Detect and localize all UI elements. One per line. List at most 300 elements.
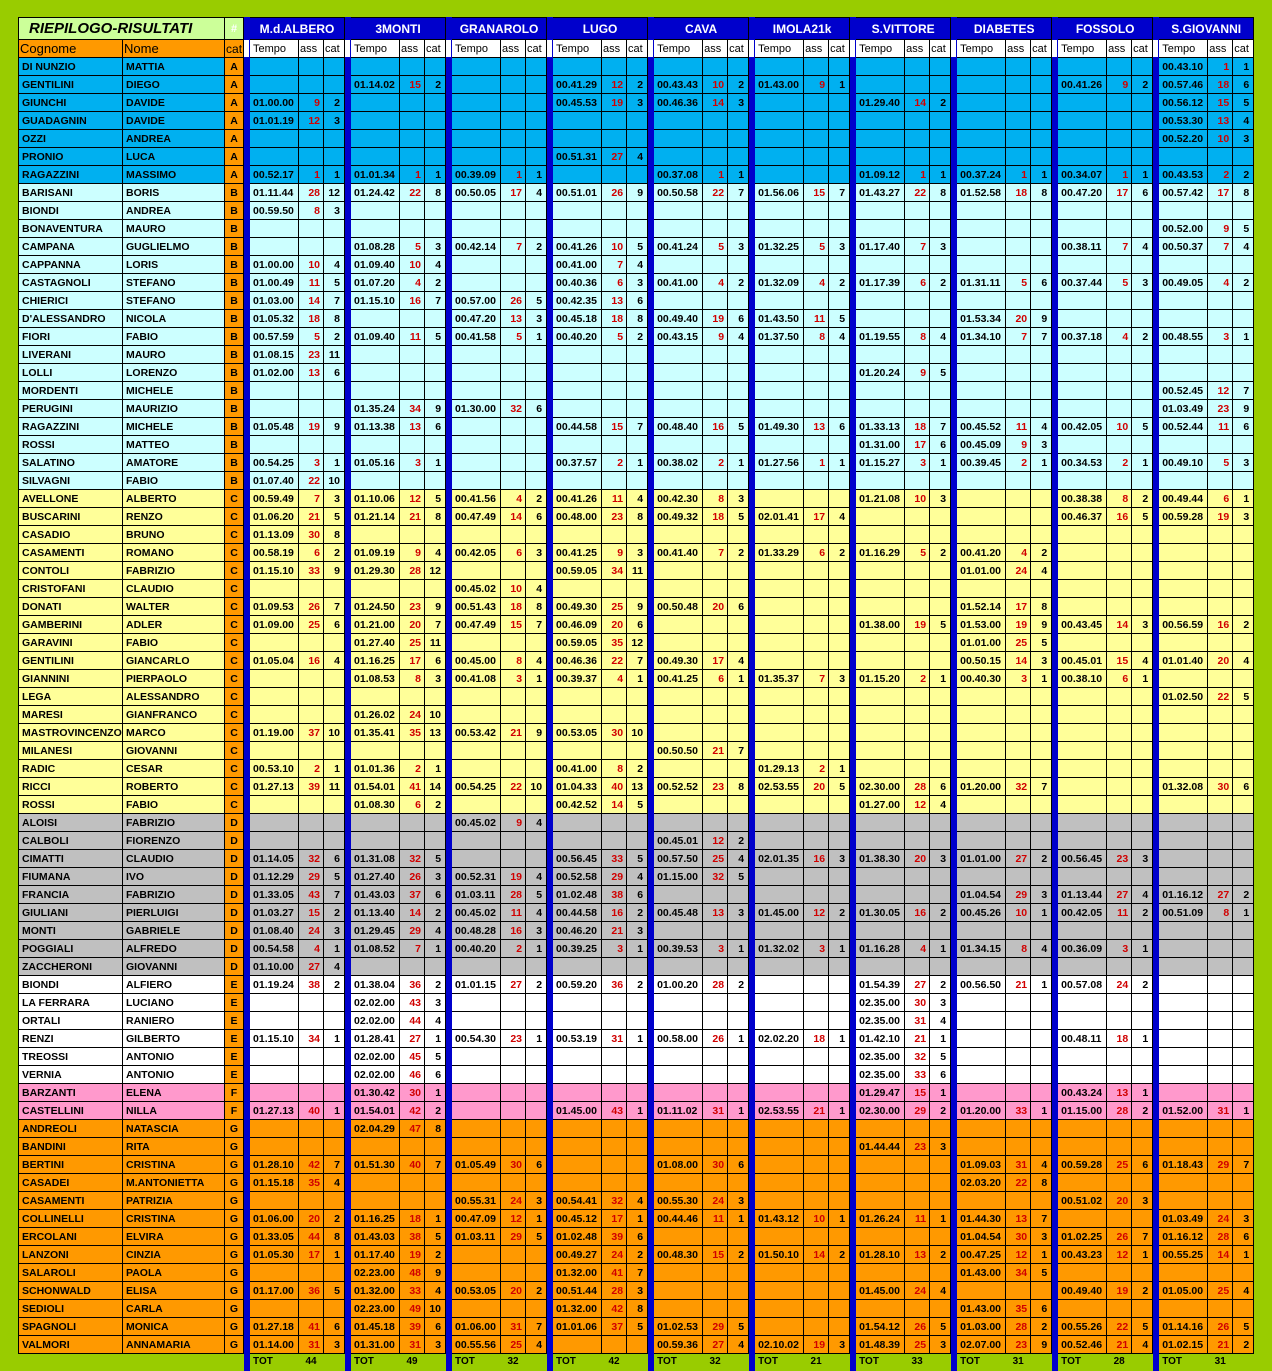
time-cell: 00.55.26 (1058, 1318, 1107, 1336)
time-cell: 01.08.28 (351, 238, 400, 256)
overall-rank-cell (400, 436, 425, 454)
overall-rank-cell: 21 (1208, 1336, 1233, 1354)
overall-rank-cell: 14 (1107, 616, 1132, 634)
overall-rank-cell (501, 382, 526, 400)
time-cell (654, 1084, 703, 1102)
category-rank-cell (526, 382, 547, 400)
category-rank-cell: 5 (930, 1048, 951, 1066)
category-rank-cell: 7 (324, 598, 345, 616)
nome-cell: ALBERTO (123, 490, 225, 508)
time-cell: 01.31.00 (351, 1336, 400, 1354)
overall-rank-cell: 8 (905, 328, 930, 346)
time-cell (755, 472, 804, 490)
time-cell (856, 148, 905, 166)
time-cell (1159, 922, 1208, 940)
time-cell: 01.20.00 (957, 778, 1006, 796)
overall-rank-cell (905, 58, 930, 76)
cognome-cell: BIONDI (19, 976, 123, 994)
time-cell: 01.27.13 (250, 778, 299, 796)
overall-rank-cell (1107, 148, 1132, 166)
category-rank-cell (526, 1012, 547, 1030)
category-rank-cell (1132, 760, 1153, 778)
category-rank-cell (627, 220, 648, 238)
overall-rank-cell (1107, 130, 1132, 148)
category-rank-cell: 7 (728, 184, 749, 202)
category-rank-cell (829, 202, 850, 220)
overall-rank-cell (703, 634, 728, 652)
category-rank-cell (1031, 508, 1052, 526)
time-cell (1058, 868, 1107, 886)
time-cell (250, 796, 299, 814)
category-rank-cell: 7 (627, 418, 648, 436)
category-cell: C (225, 562, 244, 580)
category-rank-cell (1233, 580, 1254, 598)
category-cell: B (225, 184, 244, 202)
category-rank-cell: 1 (1233, 1102, 1254, 1120)
time-cell: 01.51.30 (351, 1156, 400, 1174)
overall-rank-cell (905, 562, 930, 580)
overall-rank-cell (1006, 130, 1031, 148)
category-cell: F (225, 1084, 244, 1102)
time-cell: 01.03.11 (452, 886, 501, 904)
overall-rank-cell (602, 1084, 627, 1102)
category-rank-cell (930, 112, 951, 130)
nome-cell: ADLER (123, 616, 225, 634)
time-cell (553, 1138, 602, 1156)
time-cell: 01.09.40 (351, 256, 400, 274)
time-cell: 01.08.52 (351, 940, 400, 958)
category-rank-cell: 7 (324, 1156, 345, 1174)
nome-cell: CRISTINA (123, 1156, 225, 1174)
overall-rank-cell: 12 (400, 490, 425, 508)
time-cell: 02.02.00 (351, 1012, 400, 1030)
category-rank-cell: 13 (425, 724, 446, 742)
overall-rank-cell: 3 (905, 454, 930, 472)
category-rank-cell: 3 (627, 274, 648, 292)
category-rank-cell: 4 (1031, 1156, 1052, 1174)
time-cell (755, 994, 804, 1012)
overall-rank-cell: 26 (501, 292, 526, 310)
tot-value: 42 (602, 1354, 627, 1371)
category-cell: E (225, 1066, 244, 1084)
overall-rank-cell (703, 922, 728, 940)
overall-rank-cell: 1 (1208, 58, 1233, 76)
category-rank-cell (324, 706, 345, 724)
category-rank-cell (1132, 256, 1153, 274)
category-rank-cell: 5 (324, 868, 345, 886)
category-rank-cell: 4 (1132, 1336, 1153, 1354)
overall-rank-cell (400, 958, 425, 976)
time-cell (755, 1192, 804, 1210)
category-rank-cell: 1 (1031, 454, 1052, 472)
category-rank-cell: 11 (324, 346, 345, 364)
overall-rank-cell: 5 (400, 238, 425, 256)
category-rank-cell: 9 (324, 418, 345, 436)
cognome-cell: CIMATTI (19, 850, 123, 868)
overall-rank-cell: 13 (602, 292, 627, 310)
time-cell: 01.09.40 (351, 328, 400, 346)
time-cell: 01.13.38 (351, 418, 400, 436)
table-row (19, 940, 1254, 958)
overall-rank-cell (299, 130, 324, 148)
overall-rank-cell: 11 (905, 1210, 930, 1228)
overall-rank-cell: 21 (400, 508, 425, 526)
category-rank-cell (324, 382, 345, 400)
time-cell (957, 202, 1006, 220)
time-cell: 01.04.54 (957, 1228, 1006, 1246)
category-rank-cell (324, 76, 345, 94)
category-rank-cell (1132, 958, 1153, 976)
overall-rank-cell: 21 (602, 922, 627, 940)
time-cell (1159, 1264, 1208, 1282)
table-row (19, 1048, 1254, 1066)
overall-rank-cell: 12 (1107, 1246, 1132, 1264)
category-rank-cell: 1 (1031, 670, 1052, 688)
time-cell: 00.52.46 (1058, 1336, 1107, 1354)
time-cell (755, 634, 804, 652)
cognome-cell: BARISANI (19, 184, 123, 202)
overall-rank-cell: 27 (1208, 886, 1233, 904)
time-cell (856, 130, 905, 148)
time-cell (856, 256, 905, 274)
time-cell (957, 58, 1006, 76)
overall-rank-cell: 27 (299, 958, 324, 976)
category-rank-cell (829, 616, 850, 634)
overall-rank-cell: 26 (1107, 1228, 1132, 1246)
overall-rank-cell (703, 994, 728, 1012)
time-cell (1159, 1138, 1208, 1156)
nome-cell: ALFREDO (123, 940, 225, 958)
category-rank-cell: 4 (627, 868, 648, 886)
category-rank-cell (1233, 1300, 1254, 1318)
category-rank-cell: 5 (324, 274, 345, 292)
overall-rank-cell: 8 (299, 202, 324, 220)
category-cell: E (225, 1048, 244, 1066)
category-rank-cell (324, 1012, 345, 1030)
time-cell: 01.12.29 (250, 868, 299, 886)
category-rank-cell: 8 (1031, 598, 1052, 616)
category-rank-cell (324, 742, 345, 760)
category-rank-cell: 3 (829, 850, 850, 868)
category-cell: E (225, 1030, 244, 1048)
time-cell: 01.05.48 (250, 418, 299, 436)
time-cell (654, 220, 703, 238)
overall-rank-cell: 8 (602, 760, 627, 778)
overall-rank-cell: 20 (804, 778, 829, 796)
category-rank-cell (324, 670, 345, 688)
category-rank-cell (1132, 1066, 1153, 1084)
overall-rank-cell: 39 (400, 1318, 425, 1336)
overall-rank-cell (1208, 1066, 1233, 1084)
tot-value: 32 (501, 1354, 526, 1371)
category-rank-cell (1233, 1030, 1254, 1048)
time-cell: 01.28.10 (856, 1246, 905, 1264)
cognome-header: Cognome (19, 40, 123, 58)
time-cell: 01.19.00 (250, 724, 299, 742)
table-row (19, 1120, 1254, 1138)
category-rank-cell (1132, 310, 1153, 328)
overall-rank-cell (703, 796, 728, 814)
overall-rank-cell (1107, 1012, 1132, 1030)
overall-rank-cell: 27 (1107, 886, 1132, 904)
category-rank-cell (1031, 688, 1052, 706)
table-row (19, 778, 1254, 796)
overall-rank-cell (501, 256, 526, 274)
tempo-header: Tempo (351, 40, 400, 58)
category-rank-cell (425, 580, 446, 598)
time-cell: 01.43.03 (351, 886, 400, 904)
category-rank-cell (425, 958, 446, 976)
time-cell: 00.38.11 (1058, 238, 1107, 256)
time-cell: 01.27.13 (250, 1102, 299, 1120)
time-cell (1159, 1300, 1208, 1318)
time-cell (250, 832, 299, 850)
cognome-cell: SEDIOLI (19, 1300, 123, 1318)
time-cell: 01.16.25 (351, 652, 400, 670)
category-rank-cell (728, 220, 749, 238)
category-rank-cell (728, 1300, 749, 1318)
category-rank-cell (728, 526, 749, 544)
overall-rank-cell (1107, 562, 1132, 580)
time-cell: 01.03.00 (957, 1318, 1006, 1336)
nome-cell: AMATORE (123, 454, 225, 472)
category-rank-cell (627, 1048, 648, 1066)
category-cell: D (225, 868, 244, 886)
overall-rank-cell (299, 1120, 324, 1138)
category-rank-cell: 1 (930, 1084, 951, 1102)
nome-cell: ANDREA (123, 202, 225, 220)
category-rank-cell (930, 1192, 951, 1210)
overall-rank-cell: 39 (299, 778, 324, 796)
category-rank-cell: 1 (930, 670, 951, 688)
time-cell (1058, 256, 1107, 274)
time-cell: 01.10.06 (351, 490, 400, 508)
overall-rank-cell: 20 (299, 1210, 324, 1228)
time-cell (1058, 94, 1107, 112)
overall-rank-cell: 23 (501, 1030, 526, 1048)
category-rank-cell (1233, 526, 1254, 544)
overall-rank-cell: 33 (400, 1282, 425, 1300)
time-cell (553, 1012, 602, 1030)
overall-rank-cell: 22 (501, 778, 526, 796)
overall-rank-cell (703, 400, 728, 418)
overall-rank-cell (400, 1138, 425, 1156)
overall-rank-cell (1006, 1192, 1031, 1210)
time-cell: 01.06.00 (250, 1210, 299, 1228)
overall-rank-cell (905, 472, 930, 490)
time-cell: 00.43.45 (1058, 616, 1107, 634)
overall-rank-cell (804, 922, 829, 940)
category-rank-cell: 4 (1233, 652, 1254, 670)
overall-rank-cell (1107, 742, 1132, 760)
ass-header: ass (804, 40, 829, 58)
overall-rank-cell: 7 (400, 940, 425, 958)
time-cell (553, 1156, 602, 1174)
cognome-cell: CASTELLINI (19, 1102, 123, 1120)
overall-rank-cell (1006, 382, 1031, 400)
time-cell: 02.02.00 (351, 994, 400, 1012)
time-cell (755, 958, 804, 976)
overall-rank-cell (602, 382, 627, 400)
time-cell: 01.42.10 (856, 1030, 905, 1048)
category-rank-cell: 4 (425, 256, 446, 274)
overall-rank-cell: 24 (703, 1192, 728, 1210)
time-cell (957, 130, 1006, 148)
overall-rank-cell: 16 (501, 922, 526, 940)
time-cell (250, 688, 299, 706)
time-cell: 01.02.00 (250, 364, 299, 382)
category-rank-cell (728, 1048, 749, 1066)
cognome-cell: CRISTOFANI (19, 580, 123, 598)
overall-rank-cell: 29 (1006, 886, 1031, 904)
overall-rank-cell: 9 (602, 544, 627, 562)
overall-rank-cell: 7 (299, 490, 324, 508)
category-rank-cell (1031, 472, 1052, 490)
overall-rank-cell: 24 (1006, 562, 1031, 580)
time-cell: 00.53.42 (452, 724, 501, 742)
category-rank-cell: 7 (930, 418, 951, 436)
category-rank-cell (1132, 742, 1153, 760)
time-cell (1159, 1048, 1208, 1066)
time-cell: 02.03.20 (957, 1174, 1006, 1192)
category-rank-cell: 1 (728, 1210, 749, 1228)
category-rank-cell: 3 (1132, 274, 1153, 292)
overall-rank-cell: 36 (602, 976, 627, 994)
overall-rank-cell: 29 (299, 868, 324, 886)
tot-label: TOT (856, 1354, 905, 1371)
overall-rank-cell (602, 688, 627, 706)
time-cell (957, 1012, 1006, 1030)
overall-rank-cell: 30 (1006, 1228, 1031, 1246)
cat-rank-header: cat (1132, 40, 1153, 58)
time-cell: 01.03.27 (250, 904, 299, 922)
table-row (19, 1192, 1254, 1210)
category-rank-cell: 3 (627, 544, 648, 562)
time-cell: 00.43.43 (654, 76, 703, 94)
overall-rank-cell (1107, 760, 1132, 778)
cognome-cell: CONTOLI (19, 562, 123, 580)
overall-rank-cell (602, 130, 627, 148)
time-cell: 01.33.13 (856, 418, 905, 436)
time-cell (957, 994, 1006, 1012)
time-cell (1058, 796, 1107, 814)
category-rank-cell: 5 (425, 328, 446, 346)
category-rank-cell: 1 (425, 454, 446, 472)
cognome-cell: MILANESI (19, 742, 123, 760)
category-rank-cell: 1 (829, 76, 850, 94)
overall-rank-cell: 29 (905, 1102, 930, 1120)
time-cell: 00.41.29 (553, 76, 602, 94)
time-cell (957, 346, 1006, 364)
overall-rank-cell (1107, 1264, 1132, 1282)
tot-value: 31 (1208, 1354, 1233, 1371)
time-cell (1159, 562, 1208, 580)
overall-rank-cell (905, 310, 930, 328)
category-rank-cell (829, 922, 850, 940)
nome-cell: GIOVANNI (123, 742, 225, 760)
overall-rank-cell (299, 58, 324, 76)
category-rank-cell: 11 (627, 562, 648, 580)
time-cell (1159, 634, 1208, 652)
overall-rank-cell (501, 58, 526, 76)
cat-rank-header: cat (1031, 40, 1052, 58)
category-rank-cell: 1 (526, 1030, 547, 1048)
category-rank-cell: 1 (829, 1030, 850, 1048)
time-cell (452, 688, 501, 706)
overall-rank-cell: 25 (1107, 1156, 1132, 1174)
time-cell (351, 130, 400, 148)
category-rank-cell: 4 (728, 652, 749, 670)
overall-rank-cell (602, 958, 627, 976)
overall-rank-cell (905, 724, 930, 742)
overall-rank-cell (804, 94, 829, 112)
race-header: IMOLA21k (755, 18, 850, 40)
overall-rank-cell (1006, 1048, 1031, 1066)
time-cell (654, 1282, 703, 1300)
overall-rank-cell (804, 742, 829, 760)
cat-rank-header: cat (627, 40, 648, 58)
time-cell (755, 490, 804, 508)
overall-rank-cell: 40 (602, 778, 627, 796)
time-cell: 01.49.30 (755, 418, 804, 436)
time-cell (957, 688, 1006, 706)
overall-rank-cell: 27 (1006, 850, 1031, 868)
category-rank-cell: 4 (526, 184, 547, 202)
overall-rank-cell: 19 (804, 1336, 829, 1354)
time-cell: 01.00.20 (654, 976, 703, 994)
category-rank-cell (728, 562, 749, 580)
time-cell: 01.09.19 (351, 544, 400, 562)
category-rank-cell: 5 (425, 1048, 446, 1066)
category-rank-cell (1031, 580, 1052, 598)
category-rank-cell (829, 652, 850, 670)
cognome-cell: LA FERRARA (19, 994, 123, 1012)
overall-rank-cell: 41 (602, 1264, 627, 1282)
time-cell: 00.50.15 (957, 652, 1006, 670)
nome-cell: MAURO (123, 346, 225, 364)
category-rank-cell (930, 958, 951, 976)
overall-rank-cell: 3 (299, 454, 324, 472)
overall-rank-cell (804, 1084, 829, 1102)
category-rank-cell (627, 994, 648, 1012)
category-rank-cell (829, 58, 850, 76)
category-rank-cell: 9 (627, 184, 648, 202)
time-cell: 01.07.40 (250, 472, 299, 490)
category-rank-cell: 5 (829, 778, 850, 796)
category-rank-cell: 3 (829, 670, 850, 688)
category-rank-cell (829, 292, 850, 310)
time-cell (1159, 724, 1208, 742)
time-cell: 01.01.34 (351, 166, 400, 184)
nome-cell: ROMANO (123, 544, 225, 562)
category-rank-cell (425, 220, 446, 238)
time-cell: 00.56.45 (553, 850, 602, 868)
time-cell (957, 382, 1006, 400)
overall-rank-cell: 29 (400, 922, 425, 940)
category-rank-cell: 1 (324, 1102, 345, 1120)
overall-rank-cell (1107, 706, 1132, 724)
nome-cell: MAURO (123, 220, 225, 238)
overall-rank-cell: 24 (602, 1246, 627, 1264)
overall-rank-cell: 30 (602, 724, 627, 742)
nome-cell: ANNAMARIA (123, 1336, 225, 1354)
overall-rank-cell (1107, 112, 1132, 130)
nome-cell: ANTONIO (123, 1066, 225, 1084)
category-rank-cell (627, 202, 648, 220)
category-rank-cell: 6 (1233, 1228, 1254, 1246)
cognome-cell: SCHONWALD (19, 1282, 123, 1300)
category-rank-cell (526, 364, 547, 382)
